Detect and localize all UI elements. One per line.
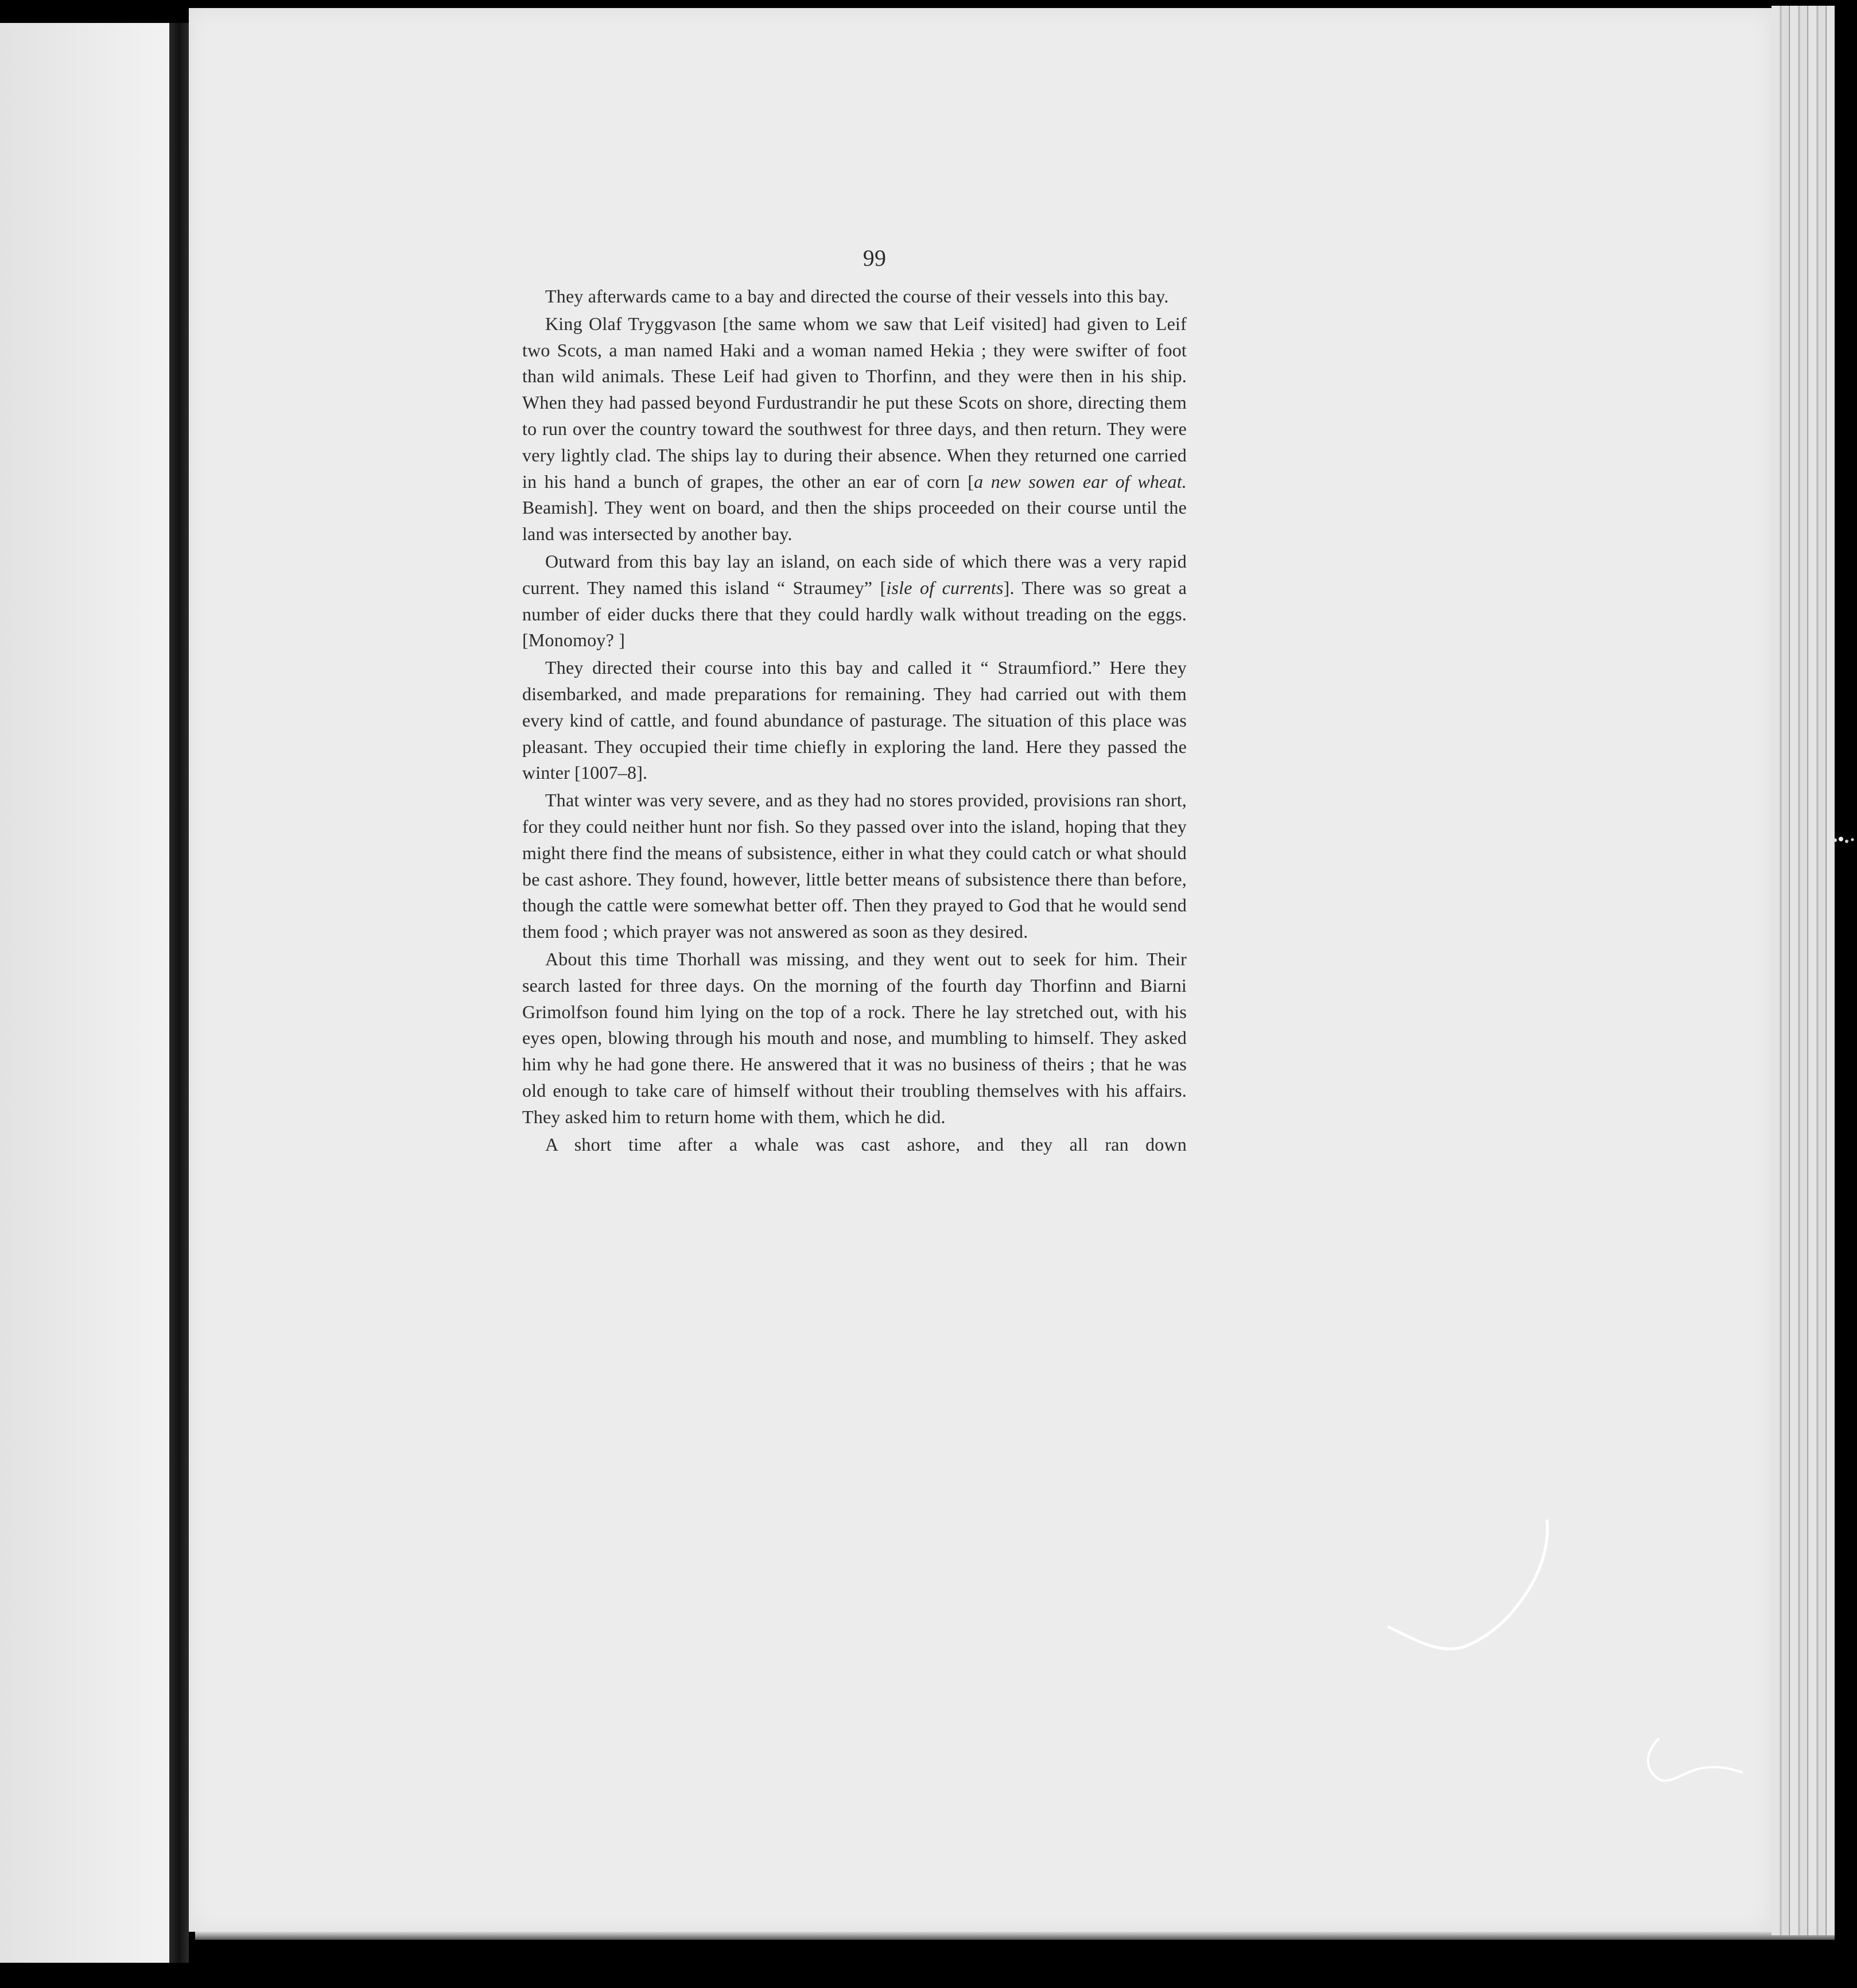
- paragraph-text: ]. There was so great a number of eider ducks there that they could hardly walk without treading on the eggs. [Monomoy? ]: [522, 577, 1187, 651]
- paragraph-text: That winter was very severe, and as they had no stores provided, provisions ran short, for they could neither hunt nor fish. So they passed over into the island, hoping that they might there find the means of subsistence, either in what they could catch or what should be cast ashore. They found, however, little better means of subsistence there than before, though the cattle were somewhat better off. Then they prayed to God that he would send them food ; which prayer was not answered as soon as they desired.: [522, 790, 1187, 942]
- paragraph: [522, 311, 1187, 548]
- paragraph-text: About this time Thorhall was missing, and they went out to seek for him. Their search lasted for three days. On the morning of the fourth day Thorfinn and Biarni Grimolfson found him lying on the top of a rock. There he lay stretched out, with his eyes open, blowing through his mouth and nose, and mumbling to himself. They asked him why he had gone there. He answered that it was no business of theirs ; that he was old enough to take care of himself without their troubling themselves with his affairs. They asked him to return home with them, which he did.: [522, 948, 1187, 1127]
- paragraph-text: They afterwards came to a bay and directed the course of their vessels into this bay.: [545, 286, 1169, 306]
- paragraph: [522, 655, 1187, 786]
- italic-translation: isle of currents: [886, 577, 1004, 598]
- page-number: 99: [863, 245, 887, 271]
- paragraph: [522, 946, 1187, 1131]
- page-edges-stack: [1771, 6, 1835, 1935]
- paragraph-continued: [522, 1132, 1187, 1158]
- book-gutter: [169, 23, 189, 1963]
- page-text: [522, 241, 1187, 1158]
- italic-quotation: a new sowen ear of wheat.: [974, 471, 1187, 492]
- paragraph-text: Beamish]. They went on board, and then the ships proceeded on their course until the land was intersected by another bay.: [522, 497, 1187, 545]
- paragraph: [522, 787, 1187, 945]
- paragraph: [522, 284, 1187, 310]
- paragraph-text: Outward from this bay lay an island, on each side of which there was a very rapid current. They named this island “ Straumey” [: [522, 550, 1187, 598]
- scan-border: [1835, 0, 1857, 1988]
- page-bottom-edge: [195, 1932, 1842, 1940]
- facing-blank-page: [0, 23, 169, 1963]
- paragraph-text: They directed their course into this bay and called it “ Straumfiord.” Here they disembarked, and made preparations for remaining. They had carried out with them every kind of cattle, and found abundance of pasturage. The situation of this place was pleasant. They occupied their time chiefly in exploring the land. Here they passed the winter [1007–8].: [522, 657, 1187, 783]
- paragraph-text: King Olaf Tryggvason [the same whom we saw that Leif visited] had given to Leif two Scots, a man named Haki and a woman named Hekia ; they were swifter of foot than wild animals. These Leif had given to Thorfinn, and they were then in his ship. When they had passed beyond Furdustrandir he put these Scots on shore, directing them to run over the country toward the southwest for three days, and then return. They were very lightly clad. The ships lay to during their absence. When they returned one carried in his hand a bunch of grapes, the other an ear of corn [: [522, 313, 1187, 492]
- paragraph: [522, 549, 1187, 654]
- paragraph-text: A short time after a whale was cast ashore, and they all ran down: [545, 1133, 1187, 1155]
